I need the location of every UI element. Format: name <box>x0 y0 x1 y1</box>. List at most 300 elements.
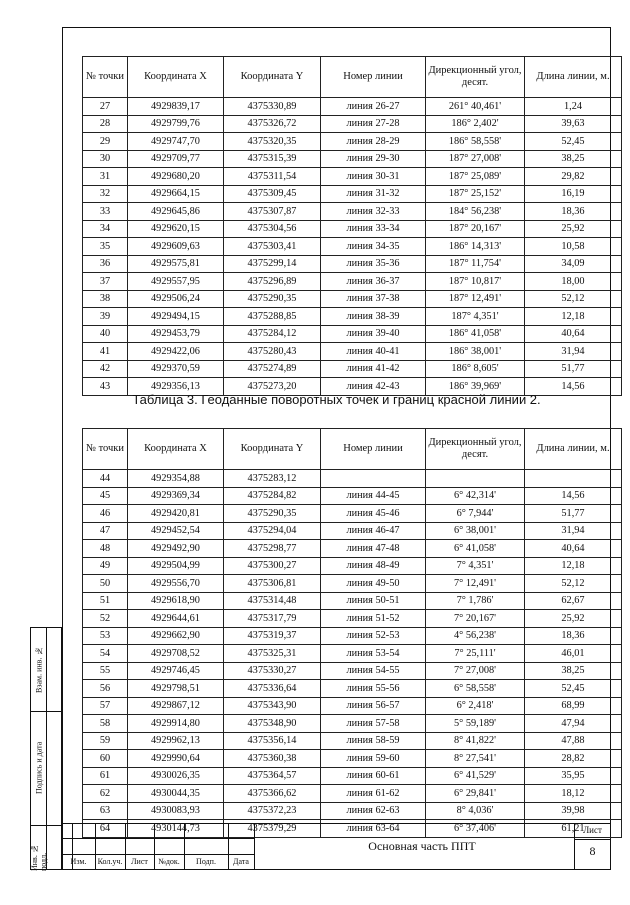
line-number-cell: линия 30-31 <box>321 168 426 186</box>
coord-x-cell: 4929644,61 <box>128 610 224 628</box>
direction-angle-cell: 6° 29,841' <box>426 785 525 803</box>
line-length-cell: 39,63 <box>525 115 622 133</box>
coord-y-cell: 4375314,48 <box>224 592 321 610</box>
line-length-cell: 31,94 <box>525 522 622 540</box>
point-number-cell: 54 <box>83 645 128 663</box>
podp-label: Подп. <box>196 857 216 866</box>
side-stamp <box>30 627 62 870</box>
direction-angle-cell: 184° 56,238' <box>426 203 525 221</box>
table-row <box>83 133 622 151</box>
coord-y-cell: 4375294,04 <box>224 522 321 540</box>
line-length-cell: 40,64 <box>525 325 622 343</box>
coord-y-cell: 4375309,45 <box>224 185 321 203</box>
coord-y-cell: 4375300,27 <box>224 557 321 575</box>
point-number-cell: 34 <box>83 220 128 238</box>
point-number-cell: 55 <box>83 662 128 680</box>
sheet-number: 8 <box>589 844 596 858</box>
coord-x-cell: 4929506,24 <box>128 290 224 308</box>
line-length-cell: 14,56 <box>525 487 622 505</box>
line-length-cell: 28,82 <box>525 750 622 768</box>
direction-angle-cell: 7° 12,491' <box>426 575 525 593</box>
line-length-cell: 62,67 <box>525 592 622 610</box>
header-x: Координата X <box>128 429 224 470</box>
coord-y-cell: 4375283,12 <box>224 470 321 488</box>
table-row <box>83 185 622 203</box>
table-row <box>83 715 622 733</box>
coord-x-cell: 4930044,35 <box>128 785 224 803</box>
coord-x-cell: 4929556,70 <box>128 575 224 593</box>
list-label: Лист <box>131 857 148 866</box>
coord-x-cell: 4929354,88 <box>128 470 224 488</box>
table-row <box>83 680 622 698</box>
coord-y-cell: 4375360,38 <box>224 750 321 768</box>
podpis-data-label: Подпись и дата <box>34 741 44 795</box>
table-row <box>83 540 622 558</box>
point-number-cell: 58 <box>83 715 128 733</box>
point-number-cell: 40 <box>83 325 128 343</box>
line-number-cell: линия 50-51 <box>321 592 426 610</box>
document-title: Основная часть ППТ <box>368 839 476 853</box>
line-number-cell: линия 61-62 <box>321 785 426 803</box>
header-x: Координата X <box>128 57 224 98</box>
point-number-cell: 27 <box>83 98 128 116</box>
coord-y-cell: 4375307,87 <box>224 203 321 221</box>
coord-y-cell: 4375298,77 <box>224 540 321 558</box>
header-line: Номер линии <box>321 429 426 470</box>
line-length-cell: 10,58 <box>525 238 622 256</box>
header-angle: Дирекционный угол, десят. <box>426 429 525 470</box>
coord-x-cell: 4929799,76 <box>128 115 224 133</box>
direction-angle-cell: 261° 40,461' <box>426 98 525 116</box>
line-length-cell: 47,88 <box>525 732 622 750</box>
table-row <box>83 255 622 273</box>
table-1-body <box>83 98 622 396</box>
table-row <box>83 360 622 378</box>
direction-angle-cell: 186° 58,558' <box>426 133 525 151</box>
line-length-cell: 68,99 <box>525 697 622 715</box>
point-number-cell: 36 <box>83 255 128 273</box>
line-length-cell: 18,36 <box>525 203 622 221</box>
coord-y-cell: 4375319,37 <box>224 627 321 645</box>
direction-angle-cell: 6° 37,406' <box>426 820 525 838</box>
point-number-cell: 44 <box>83 470 128 488</box>
line-length-cell: 52,12 <box>525 290 622 308</box>
coord-x-cell: 4929839,17 <box>128 98 224 116</box>
table-row <box>83 168 622 186</box>
sheet-cell-line <box>574 839 611 840</box>
line-length-cell: 35,95 <box>525 767 622 785</box>
table-row <box>83 115 622 133</box>
direction-angle-cell: 187° 20,167' <box>426 220 525 238</box>
line-number-cell: линия 45-46 <box>321 505 426 523</box>
coord-x-cell: 4929618,90 <box>128 592 224 610</box>
line-length-cell: 52,45 <box>525 680 622 698</box>
coord-x-cell: 4929962,13 <box>128 732 224 750</box>
line-number-cell: линия 28-29 <box>321 133 426 151</box>
point-number-cell: 31 <box>83 168 128 186</box>
coord-x-cell: 4929645,86 <box>128 203 224 221</box>
kol-uch-label: Кол.уч. <box>97 857 123 866</box>
point-number-cell: 50 <box>83 575 128 593</box>
line-number-cell: линия 60-61 <box>321 767 426 785</box>
line-number-cell <box>321 470 426 488</box>
table-row <box>83 697 622 715</box>
coord-y-cell: 4375299,14 <box>224 255 321 273</box>
title-block-col-line <box>254 823 255 870</box>
line-length-cell: 18,12 <box>525 785 622 803</box>
table-2-body <box>83 470 622 838</box>
line-length-cell: 14,56 <box>525 378 622 396</box>
table-row <box>83 785 622 803</box>
coord-x-cell: 4929422,06 <box>128 343 224 361</box>
point-number-cell: 48 <box>83 540 128 558</box>
line-number-cell: линия 40-41 <box>321 343 426 361</box>
header-angle: Дирекционный угол, десят. <box>426 57 525 98</box>
point-number-cell: 38 <box>83 290 128 308</box>
point-number-cell: 47 <box>83 522 128 540</box>
line-number-cell: линия 44-45 <box>321 487 426 505</box>
table-row <box>83 203 622 221</box>
coord-x-cell: 4929609,63 <box>128 238 224 256</box>
coord-x-cell: 4930144,73 <box>128 820 224 838</box>
line-number-cell: линия 46-47 <box>321 522 426 540</box>
line-number-cell: линия 57-58 <box>321 715 426 733</box>
line-length-cell: 52,12 <box>525 575 622 593</box>
coord-y-cell: 4375330,89 <box>224 98 321 116</box>
direction-angle-cell: 6° 58,558' <box>426 680 525 698</box>
coord-x-cell: 4929504,99 <box>128 557 224 575</box>
coord-y-cell: 4375372,23 <box>224 802 321 820</box>
table-row <box>83 98 622 116</box>
line-number-cell: линия 36-37 <box>321 273 426 291</box>
line-number-cell: линия 37-38 <box>321 290 426 308</box>
table-row <box>83 645 622 663</box>
line-length-cell: 51,77 <box>525 360 622 378</box>
table-row <box>83 150 622 168</box>
point-number-cell: 53 <box>83 627 128 645</box>
coord-y-cell: 4375315,39 <box>224 150 321 168</box>
coord-y-cell: 4375296,89 <box>224 273 321 291</box>
direction-angle-cell: 186° 41,058' <box>426 325 525 343</box>
line-number-cell: линия 35-36 <box>321 255 426 273</box>
coord-y-cell: 4375325,31 <box>224 645 321 663</box>
title-block-top-line <box>62 823 611 824</box>
line-length-cell: 12,18 <box>525 308 622 326</box>
coord-x-cell: 4929620,15 <box>128 220 224 238</box>
coord-x-cell: 4929914,80 <box>128 715 224 733</box>
header-length: Длина линии, м. <box>525 57 622 98</box>
header-point: № точки <box>83 57 128 98</box>
line-length-cell: 40,64 <box>525 540 622 558</box>
point-number-cell: 64 <box>83 820 128 838</box>
line-length-cell: 31,94 <box>525 343 622 361</box>
line-number-cell: линия 49-50 <box>321 575 426 593</box>
header-point: № точки <box>83 429 128 470</box>
point-number-cell: 33 <box>83 203 128 221</box>
point-number-cell: 30 <box>83 150 128 168</box>
table-row <box>83 325 622 343</box>
table-row <box>83 557 622 575</box>
point-number-cell: 60 <box>83 750 128 768</box>
direction-angle-cell: 6° 7,944' <box>426 505 525 523</box>
header-line: Номер линии <box>321 57 426 98</box>
point-number-cell: 32 <box>83 185 128 203</box>
point-number-cell: 52 <box>83 610 128 628</box>
table-row <box>83 627 622 645</box>
direction-angle-cell: 7° 25,111' <box>426 645 525 663</box>
direction-angle-cell: 187° 10,817' <box>426 273 525 291</box>
direction-angle-cell: 4° 56,238' <box>426 627 525 645</box>
line-length-cell: 18,00 <box>525 273 622 291</box>
line-number-cell: линия 56-57 <box>321 697 426 715</box>
line-length-cell: 39,98 <box>525 802 622 820</box>
direction-angle-cell: 187° 25,089' <box>426 168 525 186</box>
line-length-cell: 51,77 <box>525 505 622 523</box>
point-number-cell: 28 <box>83 115 128 133</box>
line-number-cell: линия 27-28 <box>321 115 426 133</box>
direction-angle-cell: 8° 41,822' <box>426 732 525 750</box>
coord-x-cell: 4929664,15 <box>128 185 224 203</box>
title-block <box>62 823 611 870</box>
coord-y-cell: 4375348,90 <box>224 715 321 733</box>
line-number-cell: линия 26-27 <box>321 98 426 116</box>
coord-y-cell: 4375330,27 <box>224 662 321 680</box>
point-number-cell: 42 <box>83 360 128 378</box>
line-length-cell: 18,36 <box>525 627 622 645</box>
direction-angle-cell <box>426 470 525 488</box>
coord-x-cell: 4929492,90 <box>128 540 224 558</box>
line-length-cell: 25,92 <box>525 610 622 628</box>
line-length-cell: 38,25 <box>525 662 622 680</box>
point-number-cell: 43 <box>83 378 128 396</box>
coord-x-cell: 4929453,79 <box>128 325 224 343</box>
table-row <box>83 732 622 750</box>
coord-y-cell: 4375290,35 <box>224 290 321 308</box>
coord-y-cell: 4375364,57 <box>224 767 321 785</box>
table-row <box>83 592 622 610</box>
point-number-cell: 46 <box>83 505 128 523</box>
point-number-cell: 41 <box>83 343 128 361</box>
table-3-caption: Таблица 3. Геоданные поворотных точек и границ красной линии 2. <box>132 392 541 407</box>
direction-angle-cell: 6° 38,001' <box>426 522 525 540</box>
table-row <box>83 662 622 680</box>
coord-x-cell: 4929662,90 <box>128 627 224 645</box>
coord-y-cell: 4375336,64 <box>224 680 321 698</box>
line-length-cell: 52,45 <box>525 133 622 151</box>
line-length-cell: 25,92 <box>525 220 622 238</box>
header-y: Координата Y <box>224 429 321 470</box>
direction-angle-cell: 187° 4,351' <box>426 308 525 326</box>
direction-angle-cell: 186° 38,001' <box>426 343 525 361</box>
table-row <box>83 273 622 291</box>
sheet-label: Лист <box>583 825 602 835</box>
line-length-cell: 47,94 <box>525 715 622 733</box>
point-number-cell: 61 <box>83 767 128 785</box>
point-number-cell: 56 <box>83 680 128 698</box>
table-row <box>83 750 622 768</box>
line-number-cell: линия 59-60 <box>321 750 426 768</box>
direction-angle-cell: 187° 25,152' <box>426 185 525 203</box>
data-label: Дата <box>233 857 249 866</box>
direction-angle-cell: 187° 11,754' <box>426 255 525 273</box>
coord-y-cell: 4375343,90 <box>224 697 321 715</box>
coord-x-cell: 4929747,70 <box>128 133 224 151</box>
point-number-cell: 63 <box>83 802 128 820</box>
line-number-cell: линия 42-43 <box>321 378 426 396</box>
title-block-row-line <box>62 838 254 839</box>
coord-x-cell: 4929494,15 <box>128 308 224 326</box>
coord-x-cell: 4929708,52 <box>128 645 224 663</box>
line-number-cell: линия 53-54 <box>321 645 426 663</box>
coord-y-cell: 4375284,12 <box>224 325 321 343</box>
line-length-cell: 34,09 <box>525 255 622 273</box>
point-number-cell: 37 <box>83 273 128 291</box>
coord-y-cell: 4375290,35 <box>224 505 321 523</box>
coord-x-cell: 4929575,81 <box>128 255 224 273</box>
coord-x-cell: 4929990,64 <box>128 750 224 768</box>
direction-angle-cell: 7° 20,167' <box>426 610 525 628</box>
table-row <box>83 522 622 540</box>
coord-x-cell: 4930026,35 <box>128 767 224 785</box>
coord-x-cell: 4929867,12 <box>128 697 224 715</box>
line-number-cell: линия 52-53 <box>321 627 426 645</box>
line-number-cell: линия 29-30 <box>321 150 426 168</box>
ndok-label: №док. <box>158 857 180 866</box>
point-number-cell: 62 <box>83 785 128 803</box>
line-number-cell: линия 63-64 <box>321 820 426 838</box>
direction-angle-cell: 7° 27,008' <box>426 662 525 680</box>
coord-y-cell: 4375304,56 <box>224 220 321 238</box>
point-number-cell: 29 <box>83 133 128 151</box>
direction-angle-cell: 186° 2,402' <box>426 115 525 133</box>
line-number-cell: линия 51-52 <box>321 610 426 628</box>
line-length-cell: 46,01 <box>525 645 622 663</box>
coord-y-cell: 4375356,14 <box>224 732 321 750</box>
line-length-cell: 38,25 <box>525 150 622 168</box>
line-number-cell: линия 41-42 <box>321 360 426 378</box>
line-length-cell: 16,19 <box>525 185 622 203</box>
coord-y-cell: 4375288,85 <box>224 308 321 326</box>
line-number-cell: линия 48-49 <box>321 557 426 575</box>
izm-label: Изм. <box>70 857 87 866</box>
coord-y-cell: 4375366,62 <box>224 785 321 803</box>
point-number-cell: 35 <box>83 238 128 256</box>
line-number-cell: линия 62-63 <box>321 802 426 820</box>
header-y: Координата Y <box>224 57 321 98</box>
line-length-cell: 29,82 <box>525 168 622 186</box>
line-number-cell: линия 33-34 <box>321 220 426 238</box>
table-row <box>83 610 622 628</box>
line-length-cell: 1,24 <box>525 98 622 116</box>
direction-angle-cell: 6° 42,314' <box>426 487 525 505</box>
table-row <box>83 343 622 361</box>
line-number-cell: линия 39-40 <box>321 325 426 343</box>
coord-x-cell: 4929369,34 <box>128 487 224 505</box>
coord-x-cell: 4929680,20 <box>128 168 224 186</box>
line-length-cell: 12,18 <box>525 557 622 575</box>
direction-angle-cell: 8° 4,036' <box>426 802 525 820</box>
line-number-cell: линия 54-55 <box>321 662 426 680</box>
line-number-cell: линия 31-32 <box>321 185 426 203</box>
line-length-cell <box>525 470 622 488</box>
line-number-cell: линия 58-59 <box>321 732 426 750</box>
direction-angle-cell: 8° 27,541' <box>426 750 525 768</box>
line-number-cell: линия 34-35 <box>321 238 426 256</box>
coord-x-cell: 4929557,95 <box>128 273 224 291</box>
inv-podl-label: Инв. № подл. <box>30 844 48 871</box>
coord-y-cell: 4375317,79 <box>224 610 321 628</box>
table-row <box>83 802 622 820</box>
coord-y-cell: 4375274,89 <box>224 360 321 378</box>
coord-x-cell: 4929370,59 <box>128 360 224 378</box>
direction-angle-cell: 7° 1,786' <box>426 592 525 610</box>
coord-y-cell: 4375280,43 <box>224 343 321 361</box>
direction-angle-cell: 6° 41,529' <box>426 767 525 785</box>
point-number-cell: 51 <box>83 592 128 610</box>
title-block-row-line <box>62 854 254 855</box>
coordinates-table-2 <box>82 428 622 838</box>
table-row <box>83 505 622 523</box>
coord-y-cell: 4375303,41 <box>224 238 321 256</box>
direction-angle-cell: 5° 59,189' <box>426 715 525 733</box>
line-number-cell: линия 55-56 <box>321 680 426 698</box>
coord-y-cell: 4375273,20 <box>224 378 321 396</box>
direction-angle-cell: 6° 2,418' <box>426 697 525 715</box>
table-row <box>83 487 622 505</box>
table-row <box>83 308 622 326</box>
coord-x-cell: 4929420,81 <box>128 505 224 523</box>
table-row <box>83 470 622 488</box>
point-number-cell: 57 <box>83 697 128 715</box>
direction-angle-cell: 7° 4,351' <box>426 557 525 575</box>
coord-x-cell: 4929452,54 <box>128 522 224 540</box>
table-row <box>83 575 622 593</box>
line-number-cell: линия 38-39 <box>321 308 426 326</box>
direction-angle-cell: 186° 8,605' <box>426 360 525 378</box>
table-row <box>83 767 622 785</box>
point-number-cell: 45 <box>83 487 128 505</box>
direction-angle-cell: 187° 12,491' <box>426 290 525 308</box>
coord-x-cell: 4930083,93 <box>128 802 224 820</box>
direction-angle-cell: 187° 27,008' <box>426 150 525 168</box>
point-number-cell: 39 <box>83 308 128 326</box>
coordinates-table-1 <box>82 56 622 396</box>
direction-angle-cell: 6° 41,058' <box>426 540 525 558</box>
table-row <box>83 290 622 308</box>
coord-y-cell: 4375311,54 <box>224 168 321 186</box>
coord-y-cell: 4375306,81 <box>224 575 321 593</box>
table-row <box>83 220 622 238</box>
direction-angle-cell: 186° 14,313' <box>426 238 525 256</box>
coord-y-cell: 4375326,72 <box>224 115 321 133</box>
point-number-cell: 49 <box>83 557 128 575</box>
coord-x-cell: 4929798,51 <box>128 680 224 698</box>
coord-x-cell: 4929709,77 <box>128 150 224 168</box>
point-number-cell: 59 <box>83 732 128 750</box>
line-number-cell: линия 47-48 <box>321 540 426 558</box>
coord-x-cell: 4929746,45 <box>128 662 224 680</box>
header-length: Длина линии, м. <box>525 429 622 470</box>
line-number-cell: линия 32-33 <box>321 203 426 221</box>
coord-y-cell: 4375379,29 <box>224 820 321 838</box>
coord-x-cell: 4929356,13 <box>128 378 224 396</box>
coord-y-cell: 4375284,82 <box>224 487 321 505</box>
line-length-cell: 61,21 <box>525 820 622 838</box>
table-row <box>83 238 622 256</box>
coord-y-cell: 4375320,35 <box>224 133 321 151</box>
vzam-inv-label: Взам. инв. № <box>34 646 44 693</box>
direction-angle-cell: 186° 39,969' <box>426 378 525 396</box>
